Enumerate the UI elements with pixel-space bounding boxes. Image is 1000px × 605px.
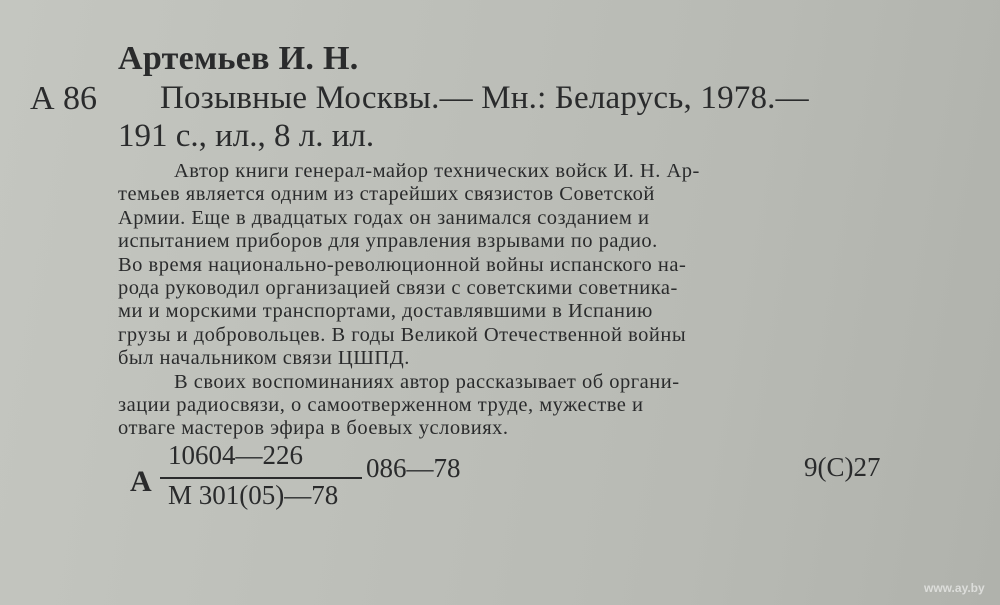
- classification-letter: А: [130, 465, 152, 498]
- annotation-line: ми и морскими транспортами, доставлявшими в Испанию: [118, 300, 653, 323]
- annotation-line: отваге мастеров эфира в боевых условиях.: [118, 417, 509, 440]
- author-name: Артемьев И. Н.: [118, 40, 359, 77]
- annotation-line: Армии. Еще в двадцатых годах он занимался созданием и: [118, 206, 650, 229]
- annotation-line: темьев является одним из старейших связистов Советской: [118, 183, 655, 206]
- classification-suffix: 086—78: [366, 453, 461, 483]
- title-publication-line: Позывные Москвы.— Мн.: Беларусь, 1978.—: [160, 80, 809, 116]
- site-watermark: www.ay.by: [924, 581, 985, 595]
- annotation-line: испытанием приборов для управления взрывами по радио.: [118, 230, 658, 253]
- annotation-line: Во время национально-революционной войны испанского на-: [118, 253, 687, 276]
- annotation-line: был начальником связи ЦШПД.: [118, 347, 410, 370]
- extent-line: 191 с., ил., 8 л. ил.: [118, 118, 375, 154]
- udc-index: 9(С)27: [804, 452, 881, 482]
- annotation-line: Автор книги генерал-майор технических войск И. Н. Ар-: [174, 160, 700, 182]
- annotation-line: рода руководил организацией связи с советскими советника-: [118, 277, 678, 300]
- annotation-line: грузы и добровольцев. В годы Великой Отечественной войны: [118, 323, 687, 346]
- annotation-line: зации радиосвязи, о самоотверженном труде, мужестве и: [118, 394, 644, 417]
- library-code: А 86: [30, 80, 98, 117]
- classification-denominator: М 301(05)—78: [168, 480, 339, 510]
- fraction-bar: [160, 477, 362, 479]
- classification-numerator: 10604—226: [168, 440, 303, 470]
- annotation-line: В своих воспоминаниях автор рассказывает об органи-: [174, 370, 680, 393]
- annotation-text: [118, 160, 898, 441]
